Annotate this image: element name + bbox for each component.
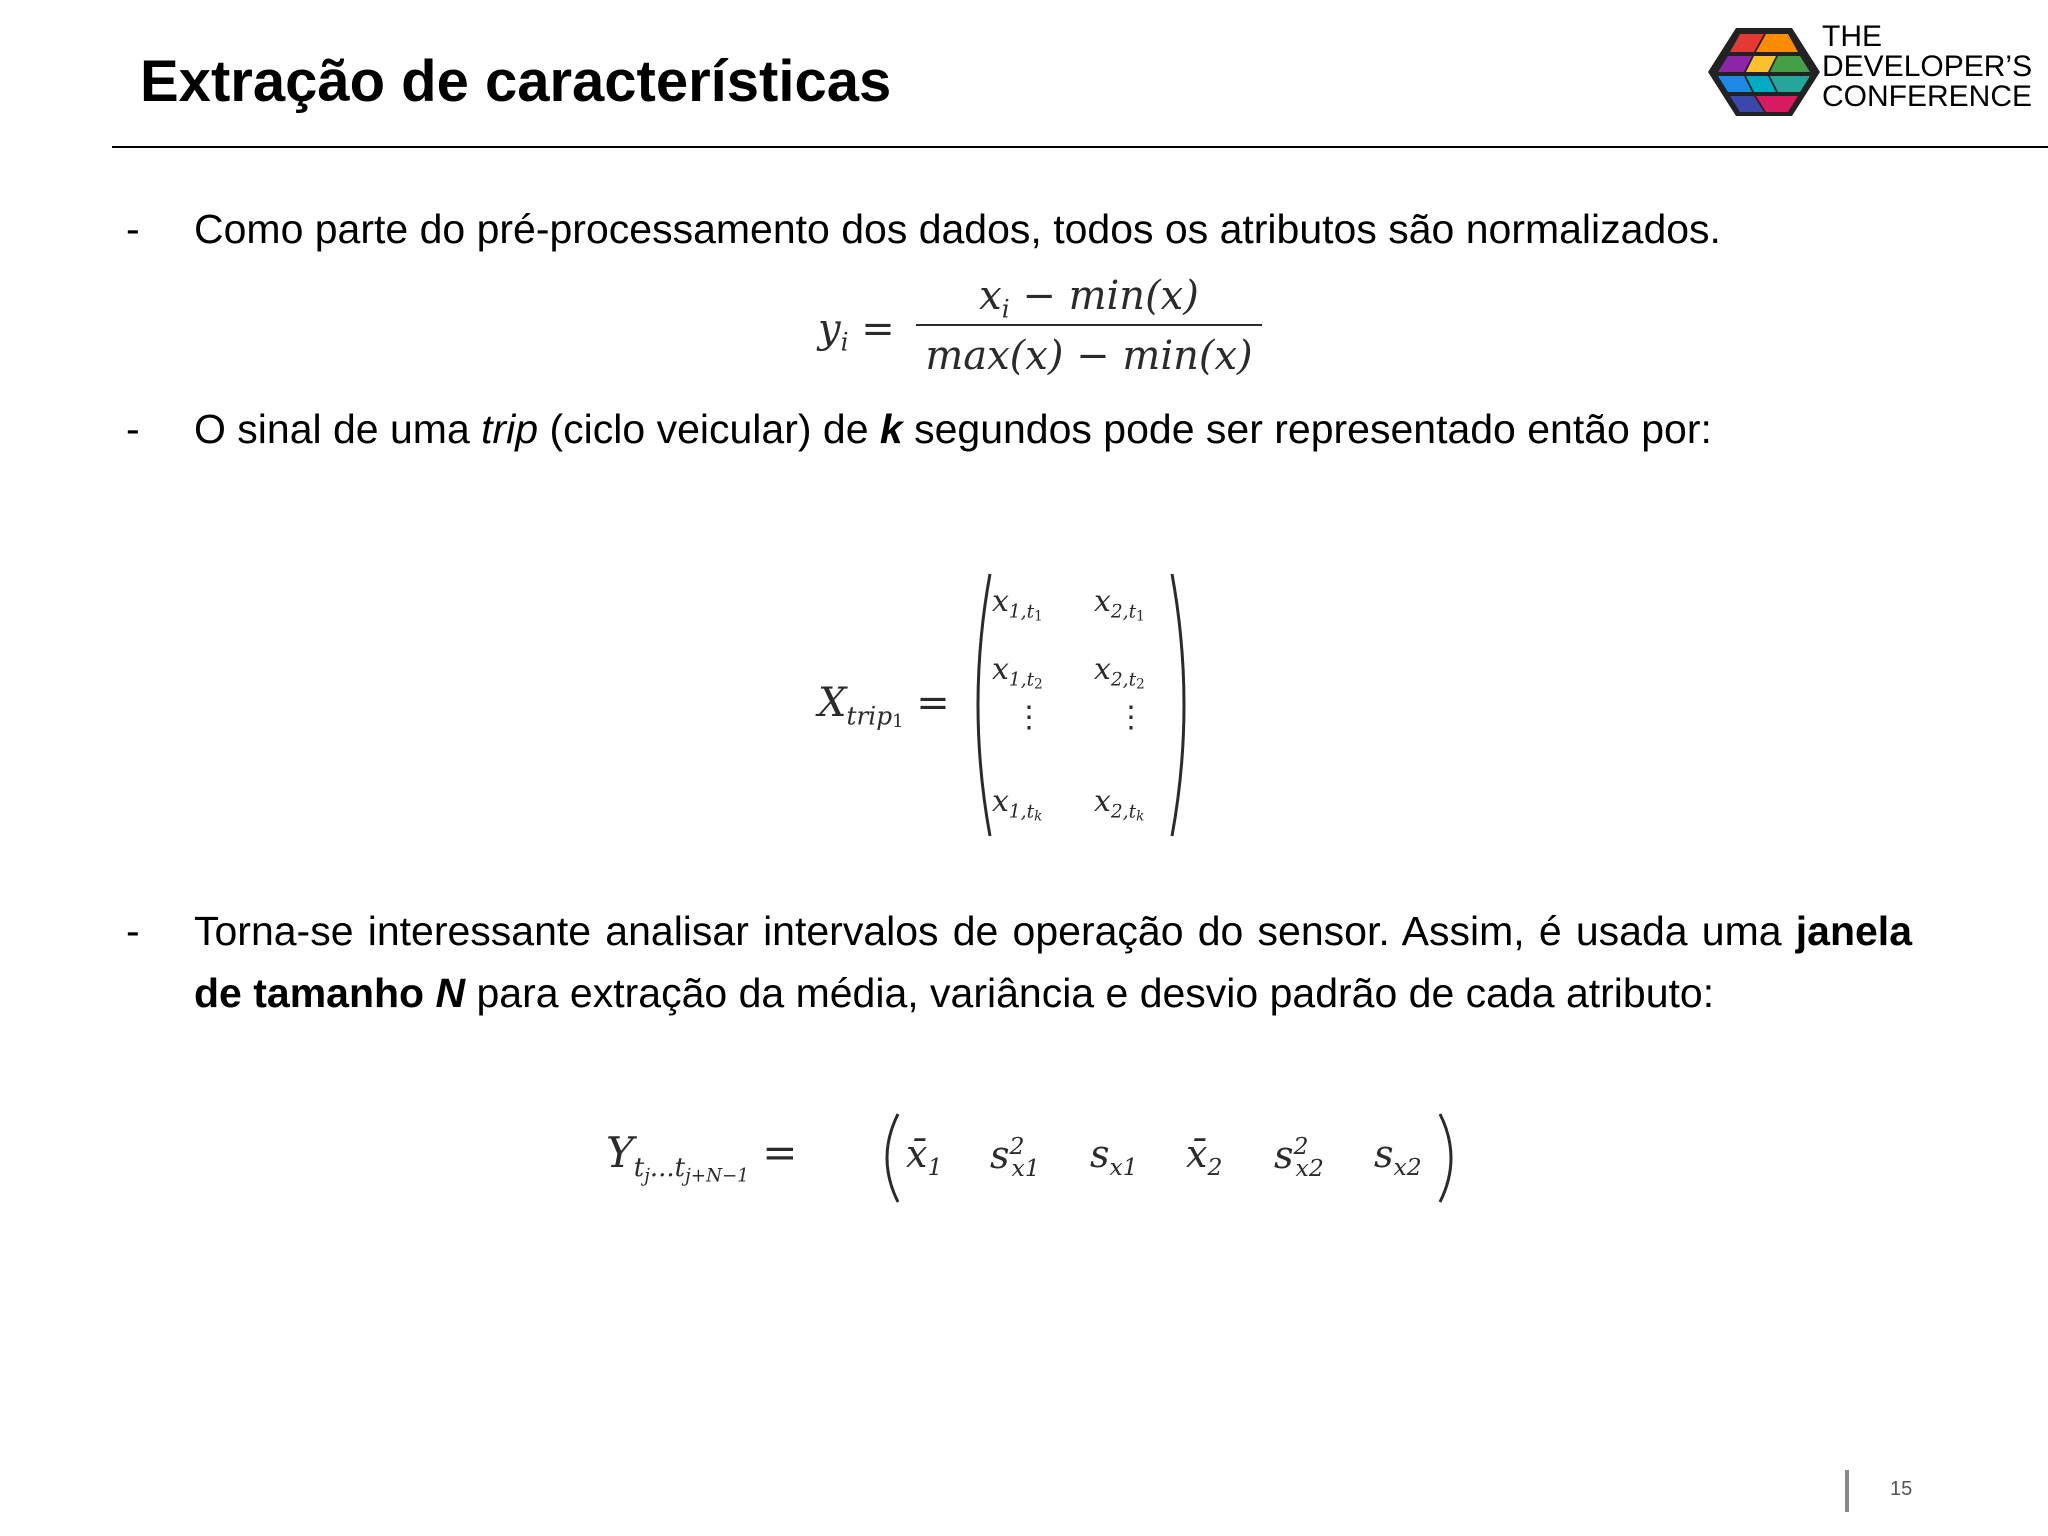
formula-2-lhs-sub: trip bbox=[846, 701, 893, 731]
formula-1-lhs: y bbox=[818, 306, 841, 352]
matrix-left-paren bbox=[964, 570, 994, 840]
matrix-right-paren bbox=[1168, 570, 1198, 840]
bullet-3-bold: janela de tamanho bbox=[194, 908, 1912, 1016]
bullet-2-text-a: O sinal de uma bbox=[194, 406, 482, 452]
matrix-cell-r1c1: $x_{1,t1}$ bbox=[992, 584, 1043, 625]
bullet-text-1 bbox=[194, 198, 1912, 260]
vector-item-mean-2: $x̄_2$ bbox=[1186, 1132, 1223, 1182]
fraction-bar bbox=[916, 324, 1262, 326]
vector-item-mean-1: $x̄_1$ bbox=[906, 1132, 943, 1182]
matrix-cell-r4c2: $x_{2,tk}$ bbox=[1094, 784, 1145, 825]
page-number-divider bbox=[1845, 1470, 1849, 1512]
conference-logo bbox=[1706, 20, 2033, 122]
vector-item-stddev-1: $s_{x1}$ bbox=[1090, 1132, 1138, 1182]
vector-item-stddev-2: $s_{x2}$ bbox=[1374, 1132, 1422, 1182]
bullet-marker-1: - bbox=[126, 206, 140, 252]
formula-2-lhs-sub2: 1 bbox=[892, 710, 904, 732]
formula-1-numerator-sub: i bbox=[1001, 294, 1010, 324]
matrix-cell-r1c2: $x_{2,t1}$ bbox=[1094, 584, 1145, 625]
bullet-3-bold-italic: N bbox=[435, 970, 466, 1016]
formula-1-equals: = bbox=[861, 306, 895, 352]
matrix-cell-r4c1: $x_{1,tk}$ bbox=[992, 784, 1043, 825]
page-number: 15 bbox=[1890, 1478, 1913, 1500]
vector-left-paren bbox=[872, 1110, 902, 1206]
bullet-3-text-b: para extração da média, variância e desvio padrão de cada atributo: bbox=[465, 970, 1715, 1016]
normalization-fraction bbox=[916, 270, 1262, 382]
formula-1-numerator: x bbox=[979, 273, 1002, 319]
bullet-text-2 bbox=[194, 398, 1912, 460]
window-vector-formula bbox=[606, 1110, 1466, 1210]
matrix-cell-r3c1: ⋮ bbox=[1014, 700, 1044, 735]
bullet-1-text: Como parte do pré-processamento dos dados, todos os atributos são normalizados. bbox=[194, 206, 1721, 252]
bullet-marker-3: - bbox=[126, 908, 140, 954]
bullet-text-3 bbox=[194, 900, 1912, 1024]
formula-2-equals: = bbox=[916, 680, 950, 726]
bullet-2-text-b: (ciclo veicular) de bbox=[538, 406, 880, 452]
matrix-cell-r2c2: $x_{2,t2}$ bbox=[1094, 652, 1145, 693]
slide-title: Extração de características bbox=[140, 49, 892, 114]
vector-item-variance-1: $s^2_{x1}$ bbox=[990, 1132, 1040, 1183]
formula-3-equals: = bbox=[762, 1128, 798, 1177]
logo-wordmark bbox=[1822, 22, 2032, 112]
vector-item-variance-2: $s^2_{x2}$ bbox=[1274, 1132, 1324, 1183]
normalization-formula bbox=[818, 270, 1278, 380]
bullet-marker-2: - bbox=[126, 406, 140, 452]
bullet-2-bold-italic: k bbox=[879, 406, 903, 452]
trip-matrix-formula bbox=[818, 570, 1198, 850]
logo-line-3: CONFERENCE bbox=[1822, 80, 2033, 113]
bullet-2-text-c: segundos pode ser representado então por: bbox=[902, 406, 1712, 452]
logo-line-1: THE bbox=[1822, 20, 1882, 53]
formula-1-lhs-sub: i bbox=[840, 327, 849, 357]
formula-3-lhs-sub: tj...tj+N−1 bbox=[633, 1153, 749, 1187]
formula-3-lhs: Y bbox=[606, 1128, 634, 1177]
title-divider bbox=[112, 146, 2048, 148]
matrix-cell-r2c1: $x_{1,t2}$ bbox=[992, 652, 1043, 693]
cube-logo-icon bbox=[1706, 26, 1822, 118]
formula-1-numerator-rest: − min(x) bbox=[1009, 273, 1199, 319]
formula-1-denominator: max(x) − min(x) bbox=[925, 333, 1253, 379]
logo-line-2: DEVELOPER’S bbox=[1822, 50, 2033, 83]
vector-right-paren bbox=[1436, 1110, 1466, 1206]
bullet-2-italic: trip bbox=[481, 406, 539, 452]
bullet-3-text-a: Torna-se interessante analisar intervalos de operação do sensor. Assim, é usada uma bbox=[194, 908, 1796, 954]
matrix-cell-r3c2: ⋮ bbox=[1116, 700, 1146, 735]
formula-2-lhs: X bbox=[818, 680, 847, 726]
